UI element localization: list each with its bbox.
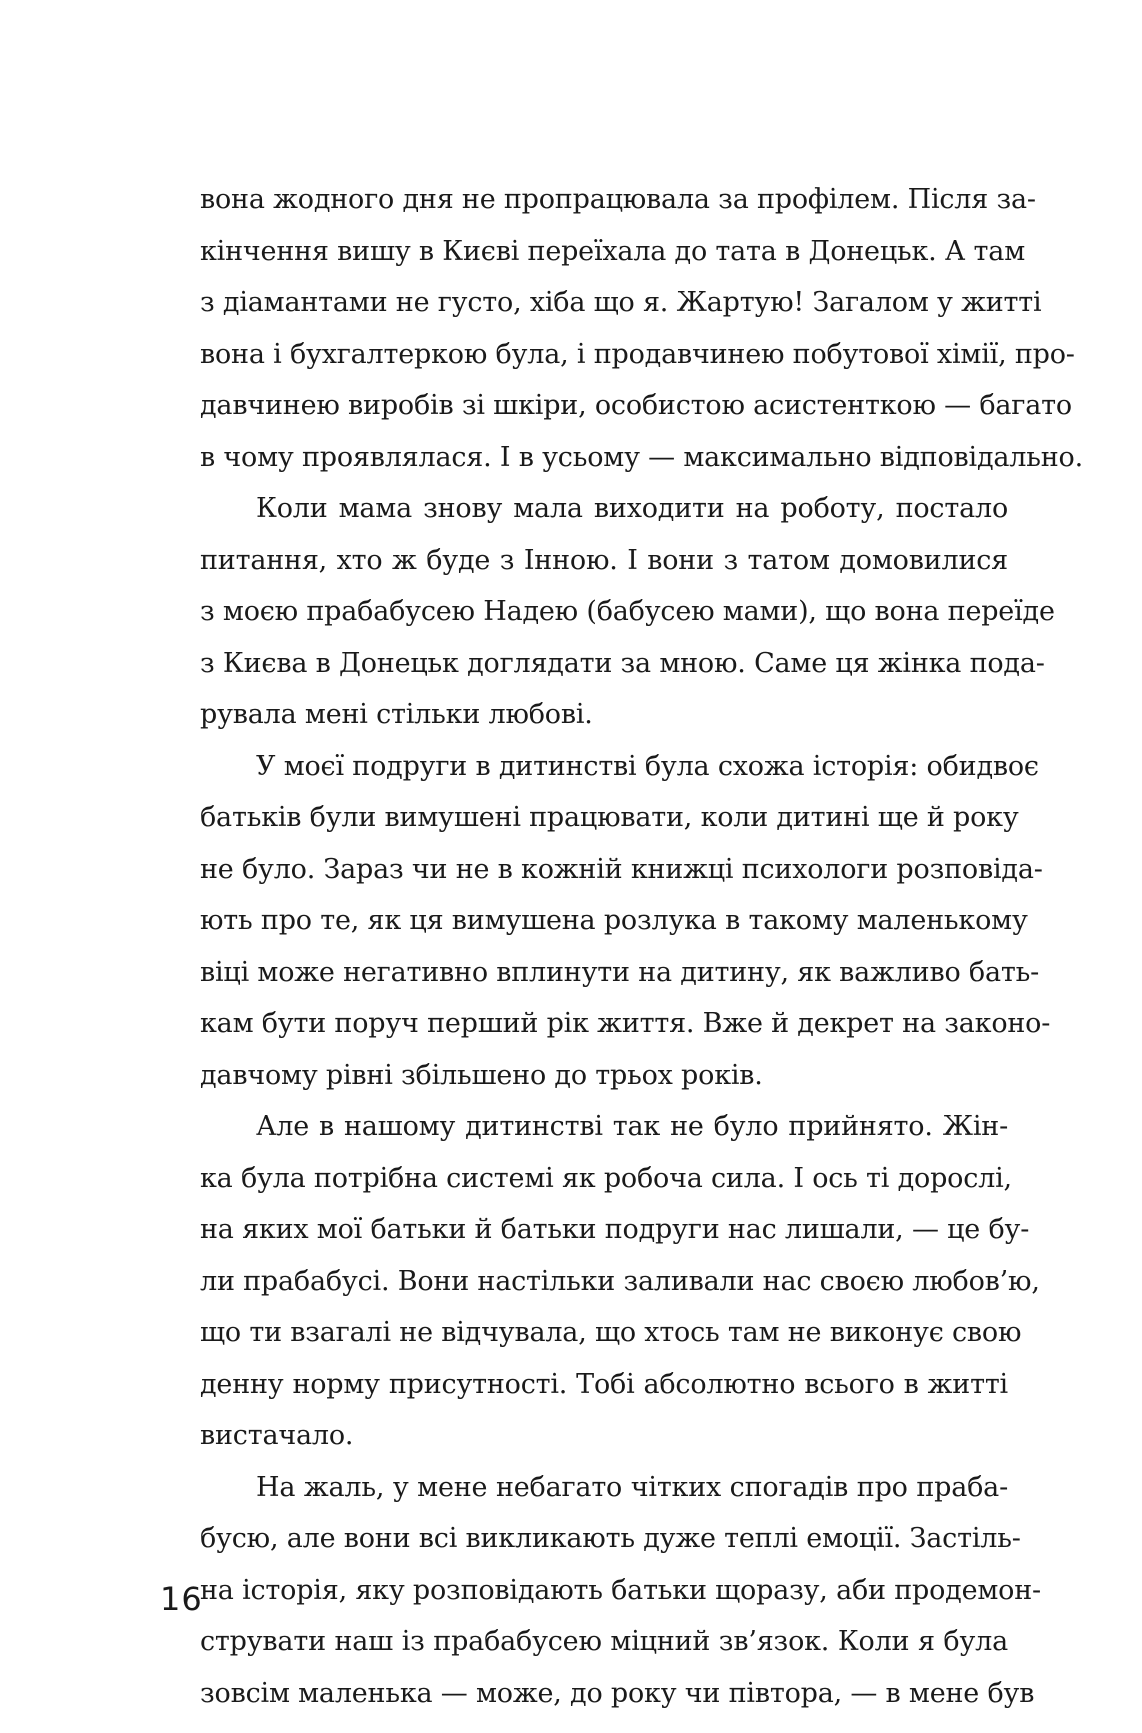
- text-line: Коли мама знову мала виходити на роботу, постало: [256, 493, 1008, 524]
- text-line: кінчення вишу в Києві переїхала до тата в Донецьк. А там: [200, 235, 1025, 267]
- text-line: батьків були вимушені працювати, коли дитині ще й року: [200, 802, 1019, 833]
- page-number: 16: [160, 1580, 203, 1618]
- text-line: на яких мої батьки й батьки подруги нас лишали, — це бу-: [200, 1214, 1030, 1245]
- text-line: ють про те, як ця вимушена розлука в такому маленькому: [200, 905, 1028, 936]
- text-line: ка була потрібна системі як робоча сила. І ось ті дорослі,: [200, 1162, 1012, 1194]
- text-line: давчому рівні збільшено до трьох років.: [200, 1059, 763, 1091]
- text-line: вистачало.: [200, 1420, 354, 1451]
- text-line: рувала мені стільки любові.: [200, 699, 593, 730]
- text-line: У моєї подруги в дитинстві була схожа історія: обидвоє: [256, 750, 1039, 782]
- text-line: з діамантами не густо, хіба що я. Жартую! Загалом у житті: [200, 287, 1042, 318]
- text-line: На жаль, у мене небагато чітких спогадів про праба-: [256, 1471, 1008, 1503]
- text-line: вона жодного дня не пропрацювала за профілем. Після за-: [200, 184, 1036, 215]
- text-line: на історія, яку розповідають батьки щоразу, аби продемон-: [200, 1574, 1041, 1606]
- text-line: зовсім маленька — може, до року чи півтора, — в мене був: [200, 1677, 1035, 1709]
- text-line: Але в нашому дитинстві так не було прийнято. Жін-: [256, 1111, 1008, 1142]
- text-line: в чому проявлялася. І в усьому — максимально відповідально.: [200, 441, 1083, 473]
- text-line: бусю, але вони всі викликають дуже теплі емоції. Застіль-: [200, 1523, 1021, 1554]
- text-line: вона і бухгалтеркою була, і продавчинею побутової хімії, про-: [200, 338, 1075, 370]
- text-line: кам бути поруч перший рік життя. Вже й декрет на законо-: [200, 1008, 1051, 1039]
- text-line: що ти взагалі не відчувала, що хтось там не виконує свою: [200, 1317, 1022, 1348]
- text-line: давчинею виробів зі шкіри, особистою асистенткою — багато: [200, 390, 1072, 421]
- text-line: з Києва в Донецьк доглядати за мною. Саме ця жінка пода-: [200, 647, 1045, 679]
- text-line: віці може негативно вплинути на дитину, як важливо бать-: [200, 956, 1039, 988]
- text-line: з моєю прабабусею Надею (бабусею мами), що вона переїде: [200, 596, 1055, 627]
- paragraph: [200, 174, 1083, 483]
- text-line: питання, хто ж буде з Інною. І вони з татом домовилися: [200, 544, 1008, 576]
- text-line: не було. Зараз чи не в кожній книжці психологи розповіда-: [200, 853, 1043, 885]
- text-line: ли прабабусі. Вони настільки заливали нас своєю любов’ю,: [200, 1265, 1040, 1297]
- body-text: [200, 174, 1083, 1719]
- paragraph: [200, 483, 1055, 741]
- text-line: денну норму присутності. Тобі абсолютно всього в житті: [200, 1368, 1008, 1400]
- paragraph: [200, 741, 1051, 1102]
- paragraph: [200, 1462, 1041, 1720]
- text-line: струвати наш із прабабусею міцний зв’язок. Коли я була: [200, 1626, 1008, 1657]
- paragraph: [200, 1101, 1040, 1462]
